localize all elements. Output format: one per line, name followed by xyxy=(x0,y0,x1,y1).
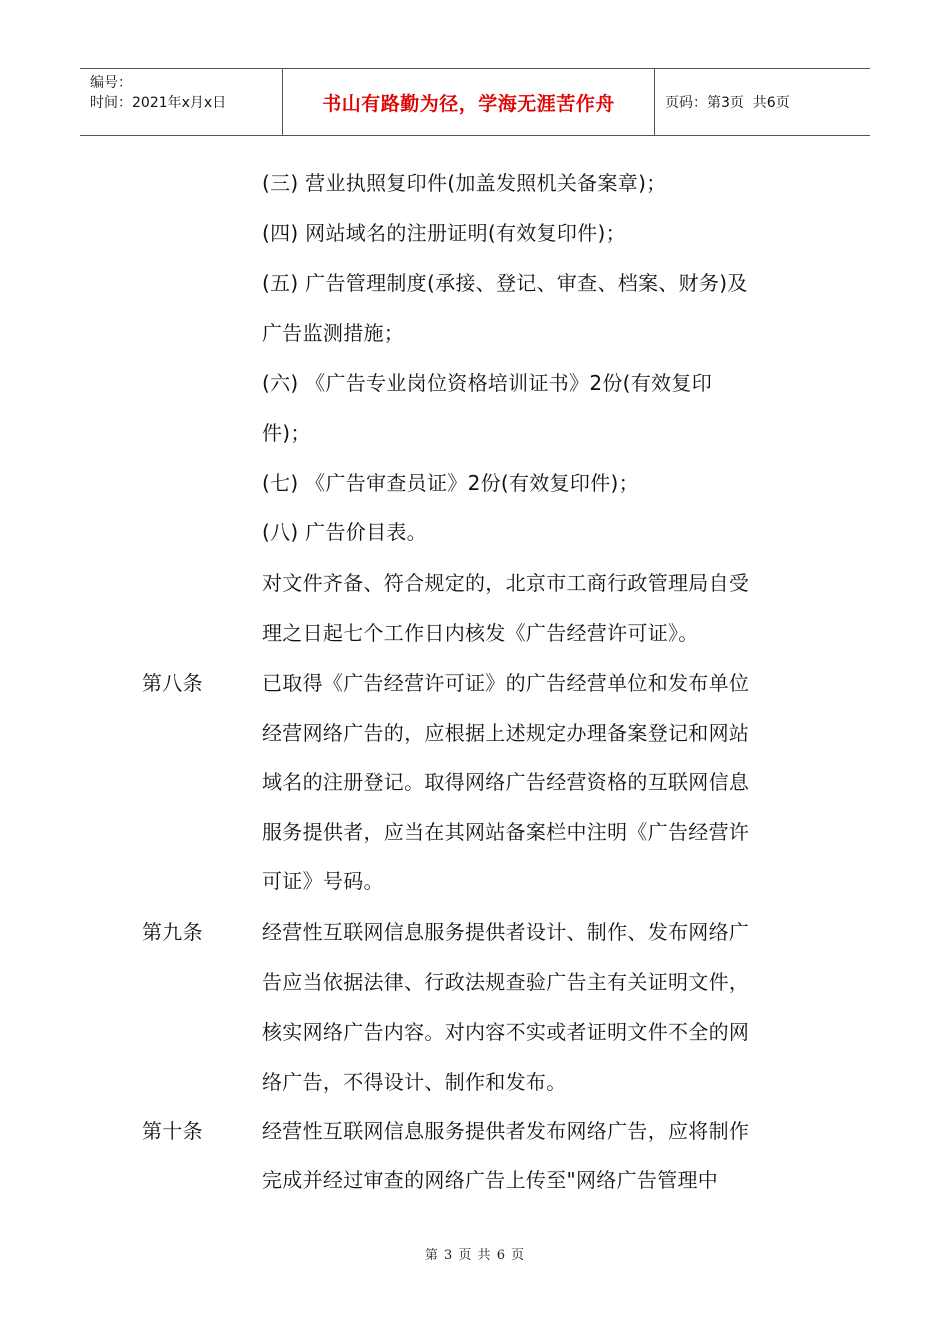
header-page-info: 页码：第3页 共6页 xyxy=(665,95,790,111)
body-line: (六) 《广告专业岗位资格培训证书》2份(有效复印 xyxy=(262,371,712,395)
body-line: 核实网络广告内容。对内容不实或者证明文件不全的网 xyxy=(262,1020,750,1044)
article-label-10: 第十条 xyxy=(142,1119,203,1143)
body-line: (三) 营业执照复印件(加盖发照机关备案章)； xyxy=(262,171,667,195)
page-footer: 第 3 页 共 6 页 xyxy=(424,1248,526,1263)
body-line: (四) 网站域名的注册证明(有效复印件)； xyxy=(262,221,626,245)
body-line: 对文件齐备、符合规定的，北京市工商行政管理局自受 xyxy=(262,571,750,595)
document-header xyxy=(80,68,870,136)
body-line: 理之日起七个工作日内核发《广告经营许可证》。 xyxy=(262,621,699,645)
body-line: 经营网络广告的，应根据上述规定办理备案登记和网站 xyxy=(262,721,750,745)
body-line: 服务提供者，应当在其网站备案栏中注明《广告经营许 xyxy=(262,820,750,844)
body-line: 广告监测措施； xyxy=(262,321,405,345)
body-line: (五) 广告管理制度(承接、登记、审查、档案、财务)及 xyxy=(262,271,748,295)
body-line: 可证》号码。 xyxy=(262,869,384,893)
body-line: (七) 《广告审查员证》2份(有效复印件)； xyxy=(262,471,639,495)
number-label: 编号： xyxy=(90,75,132,91)
page-info-cell xyxy=(655,69,870,135)
time-label: 时间：2021年x月x日 xyxy=(90,95,227,111)
body-line: 络广告，不得设计、制作和发布。 xyxy=(262,1070,567,1094)
body-line: (八) 广告价目表。 xyxy=(262,520,427,544)
body-line: 经营性互联网信息服务提供者设计、制作、发布网络广 xyxy=(262,920,750,944)
body-line: 域名的注册登记。取得网络广告经营资格的互联网信息 xyxy=(262,770,750,794)
body-line: 告应当依据法律、行政法规查验广告主有关证明文件， xyxy=(262,970,750,994)
article-label-8: 第八条 xyxy=(142,671,203,695)
body-line: 完成并经过审查的网络广告上传至"网络广告管理中 xyxy=(262,1168,719,1192)
body-line: 已取得《广告经营许可证》的广告经营单位和发布单位 xyxy=(262,671,750,695)
body-line: 经营性互联网信息服务提供者发布网络广告，应将制作 xyxy=(262,1119,750,1143)
motto-cell xyxy=(283,69,655,135)
header-meta-cell xyxy=(80,69,283,135)
article-label-9: 第九条 xyxy=(142,920,203,944)
body-line: 件)； xyxy=(262,421,311,445)
header-motto: 书山有路勤为径，学海无涯苦作舟 xyxy=(322,92,615,115)
